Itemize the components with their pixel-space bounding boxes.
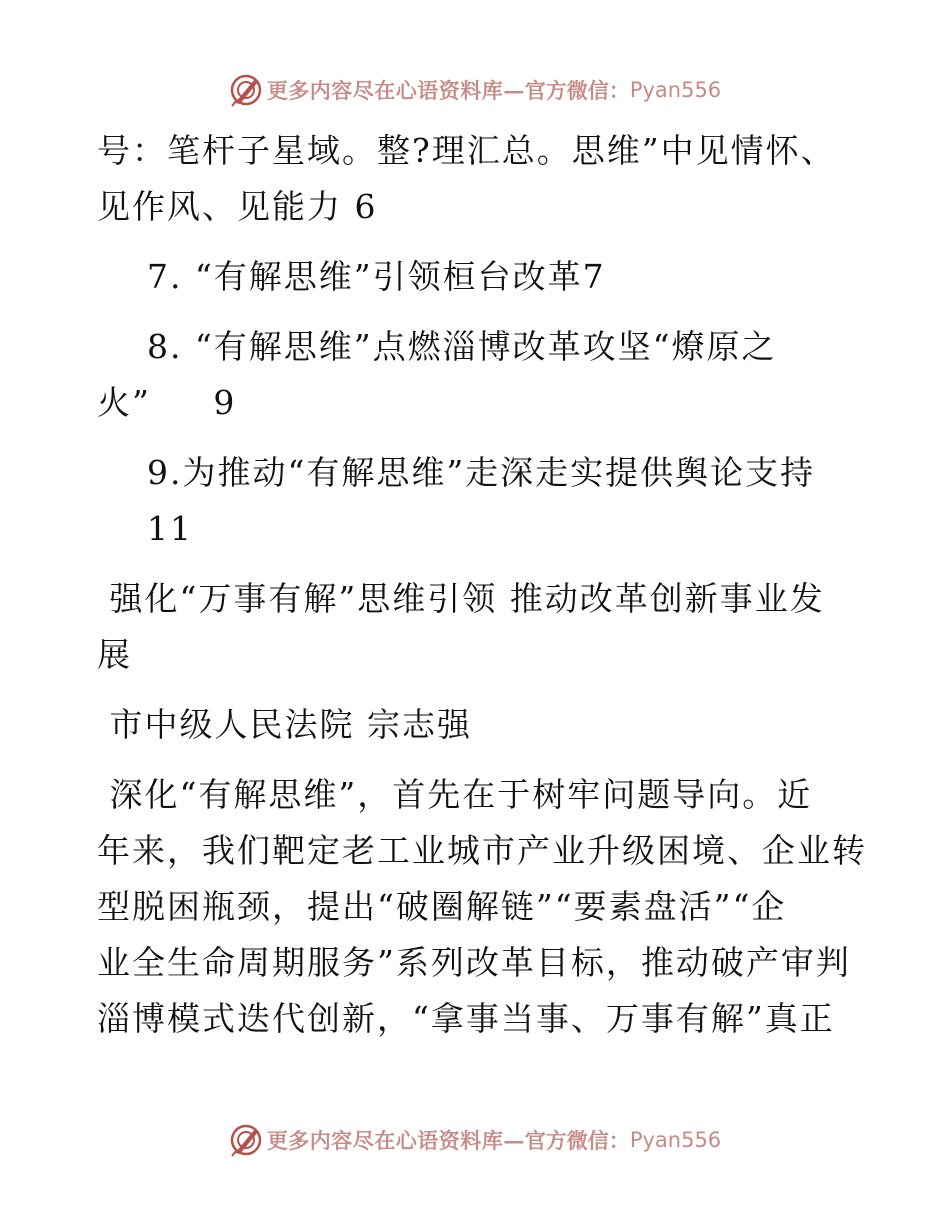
toc-entry-7: 7. “有解思维”引领桓台改革7 (97, 257, 606, 296)
document-body (97, 123, 867, 1047)
text-line: 见作风、见能力 6 (97, 187, 378, 226)
banner-dash: — (503, 77, 525, 103)
toc-entry-8: 8. “有解思维”点燃淄博改革攻坚“燎原之 (97, 327, 777, 366)
header-banner (0, 70, 950, 110)
quill-pen-logo-icon (229, 1123, 263, 1157)
paragraph-line: 型脱困瓶颈，提出“破圈解链”“要素盘活”“企 (97, 887, 787, 926)
paragraph-line: 淄博模式迭代创新，“拿事当事、万事有解”真正 (97, 999, 835, 1038)
banner-wechat-id: Pyan556 (629, 78, 722, 102)
paragraph-line: 年来，我们靶定老工业城市产业升级困境、企业转 (97, 831, 867, 870)
toc-entry-9: 9.为推动“有解思维”走深走实提供舆论支持 (97, 453, 816, 492)
banner-wechat-label: 官方微信： (524, 78, 630, 103)
banner-dash: — (503, 1127, 525, 1153)
article-title: 强化“万事有解”思维引领 推动改革创新事业发 (97, 579, 825, 618)
paragraph-line: 业全生命周期服务”系列改革目标，推动破产审判 (97, 943, 851, 982)
article-author: 市中级人民法院 宗志强 (97, 705, 472, 744)
paragraph-line: 深化“有解思维”，首先在于树牢问题导向。近 (97, 775, 813, 814)
quill-pen-logo-icon (229, 73, 263, 107)
article-title-cont: 展 (97, 635, 132, 674)
banner-title: 更多内容尽在心语资料库 (266, 1128, 504, 1153)
text-line: 号：笔杆子星域。整?理汇总。思维”中见情怀、 (97, 131, 836, 170)
banner-wechat-label: 官方微信： (524, 1128, 630, 1153)
toc-entry-9-cont: 11 (97, 509, 193, 548)
banner-title: 更多内容尽在心语资料库 (266, 78, 504, 103)
footer-banner (0, 1120, 950, 1160)
banner-wechat-id: Pyan556 (629, 1128, 722, 1152)
toc-entry-8-cont: 火” 9 (97, 383, 237, 422)
